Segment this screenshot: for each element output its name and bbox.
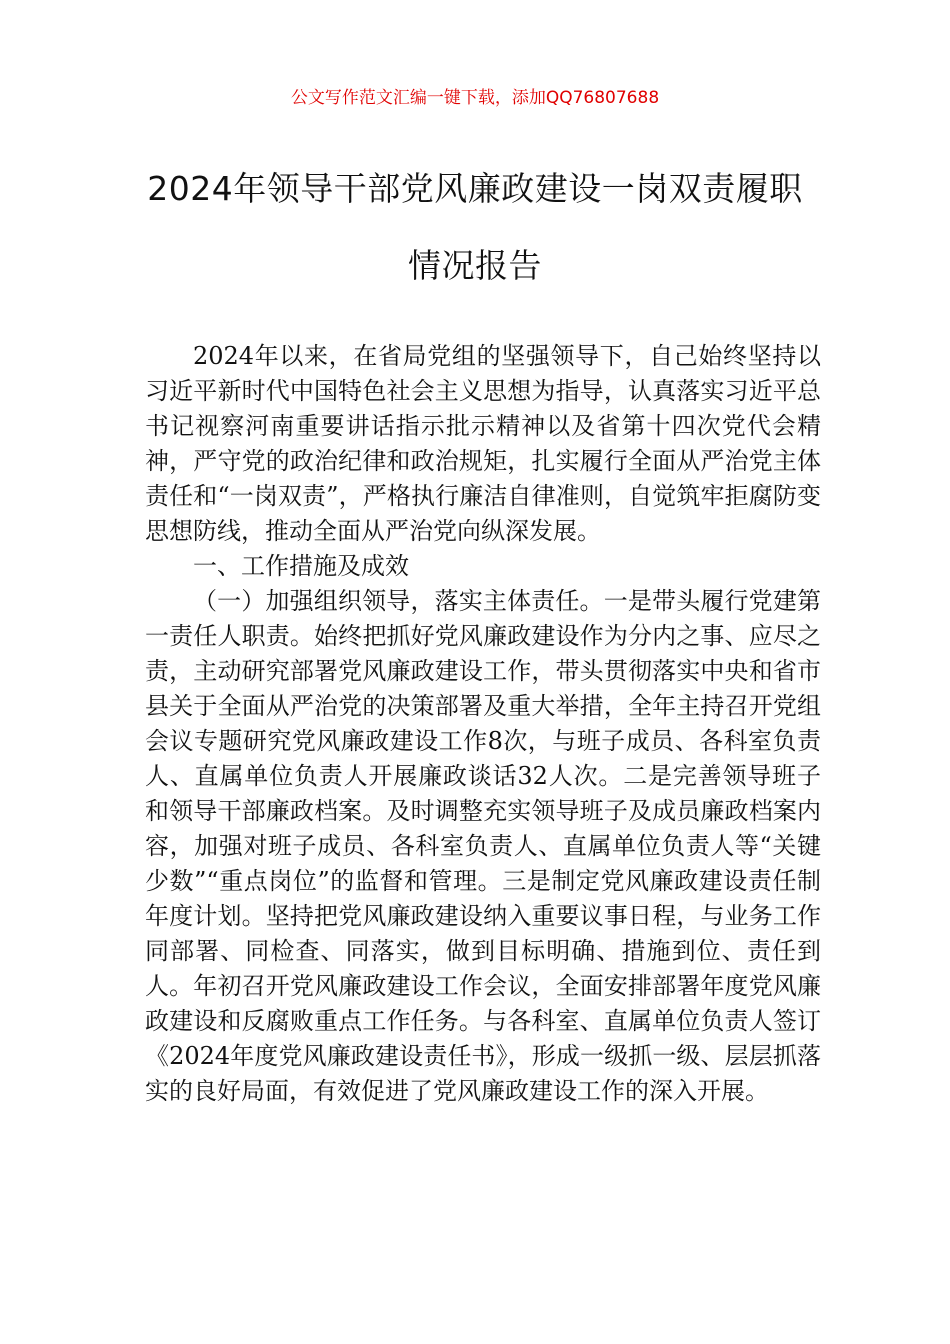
document-title: 2024年领导干部党风廉政建设一岗双责履职情况报告 (147, 169, 803, 285)
document-body (145, 339, 821, 1109)
section-heading: 一、工作措施及成效 (193, 552, 409, 580)
paragraph-intro: 2024年以来，在省局党组的坚强领导下，自己始终坚持以习近平新时代中国特色社会主义思想为指导，认真落实习近平总书记视察河南重要讲话指示批示精神以及省第十四次党代会精神，严守党的政治纪律和政治规矩，扎实履行全面从严治党主体责任和“一岗双责”，严格执行廉洁自律准则，自觉筑牢拒腐防变思想防线，推动全面从严治党向纵深发展。 (145, 342, 821, 545)
paragraph-section-1: （一）加强组织领导，落实主体责任。一是带头履行党建第一责任人职责。始终把抓好党风廉政建设作为分内之事、应尽之责，主动研究部署党风廉政建设工作，带头贯彻落实中央和省市县关于全面从严治党的决策部署及重大举措，全年主持召开党组会议专题研究党风廉政建设工作8次，与班子成员、各科室负责人、直属单位负责人开展廉政谈话32人次。二是完善领导班子和领导干部廉政档案。及时调整充实领导班子及成员廉政档案内容，加强对班子成员、各科室负责人、直属单位负责人等“关键少数”“重点岗位”的监督和管理。三是制定党风廉政建设责任制年度计划。坚持把党风廉政建设纳入重要议事日程，与业务工作同部署、同检查、同落实，做到目标明确、措施到位、责任到人。年初召开党风廉政建设工作会议，全面安排部署年度党风廉政建设和反腐败重点工作任务。与各科室、直属单位负责人签订《2024年度党风廉政建设责任书》，形成一级抓一级、层层抓落实的良好局面，有效促进了党风廉政建设工作的深入开展。 (145, 587, 821, 1105)
header-note: 公文写作范文汇编一键下载，添加QQ76807688 (290, 88, 660, 108)
